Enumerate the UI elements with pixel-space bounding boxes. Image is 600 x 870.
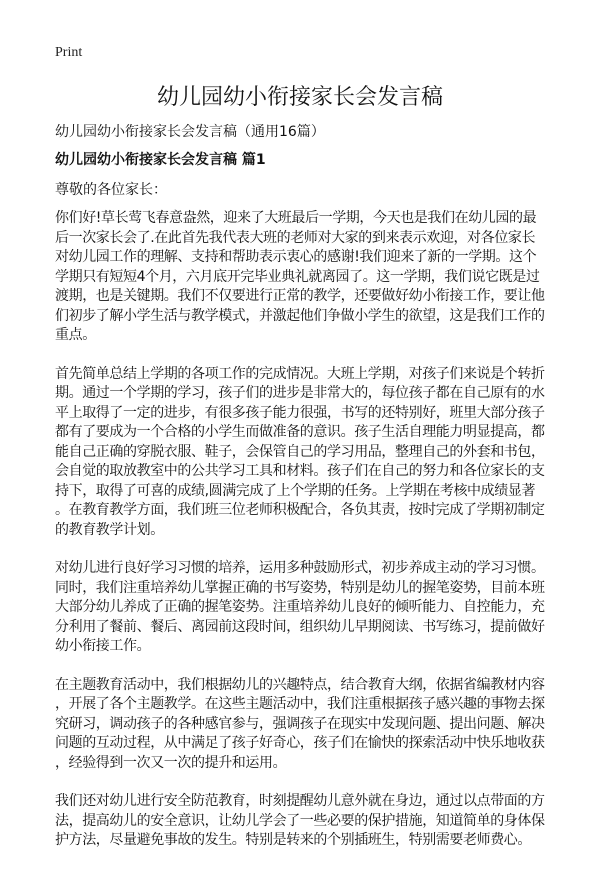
- paragraph-line: 持下，取得了可喜的成绩,圆满完成了上个学期的任务。上学期在考核中成绩显著: [55, 482, 536, 499]
- paragraph: [55, 209, 555, 346]
- paragraph-line: 大部分幼儿养成了正确的握笔姿势。注重培养幼儿良好的倾听能力、自控能力，充: [55, 599, 545, 615]
- paragraph-line: 会自觉的取放教室中的公共学习工具和材料。孩子们在自己的努力和各位家长的支: [55, 463, 545, 479]
- paragraph-line: 同时，我们注重培养幼儿掌握正确的书写姿势，特别是幼儿的握笔姿势，目前本班: [55, 579, 545, 596]
- paragraph-line: 法，提高幼儿的安全意识，让幼儿学会了一些必要的保护措施，知道简单的身体保: [55, 812, 545, 829]
- paragraph-line: 问题的互动过程，从中满足了孩子好奇心，孩子们在愉快的探索活动中快乐地收获: [55, 735, 545, 751]
- paragraph-line: 分利用了餐前、餐后、离园前这段时间，组织幼儿早期阅读、书写练习，提前做好: [55, 618, 545, 635]
- paragraph-line: 。在教育教学方面，我们班三位老师积极配合，各负其责，按时完成了学期初制定: [55, 502, 545, 518]
- paragraph-line: 能自己正确的穿脱衣服、鞋子，会保管自己的学习用品，整理自己的外套和书包，: [55, 443, 545, 460]
- paragraph-line: 的教育教学计划。: [55, 521, 164, 538]
- paragraph-line: 究研习，调动孩子的各种感官参与，强调孩子在现实中发现问题、提出问题、解决: [55, 715, 545, 732]
- paragraph-line: 重点。: [55, 327, 96, 343]
- paragraph-line: 护方法，尽量避免事故的发生。特别是转来的个别插班生，特别需要老师费心。: [55, 832, 531, 848]
- print-link[interactable]: Print: [55, 45, 83, 60]
- paragraph-line: 期。通过一个学期的学习，孩子们的进步是非常大的，每位孩子都在自己原有的水: [55, 385, 545, 401]
- paragraph: [55, 365, 555, 541]
- page-title: 幼儿园幼小衔接家长会发言稿: [156, 85, 443, 110]
- paragraph-line: 平上取得了一定的进步，有很多孩子能力很强，书写的还特别好，班里大部分孩子: [55, 404, 545, 421]
- paragraph-line: 对幼儿园工作的理解、支持和帮助表示衷心的感谢!我们迎来了新的一学期。这个: [55, 249, 537, 265]
- paragraph-line: 在主题教育活动中，我们根据幼儿的兴趣特点，结合教育大纲，依据省编教材内容: [55, 676, 545, 693]
- paragraph-line: ，开展了各个主题教学。在这些主题活动中，我们注重根据孩子感兴趣的事物去探: [55, 696, 545, 712]
- paragraph-line: 渡期，也是关键期。我们不仅要进行正常的教学，还要做好幼小衔接工作，要让他: [55, 288, 545, 304]
- paragraph-line: 幼小衔接工作。: [55, 638, 151, 654]
- paragraph-line: 们初步了解小学生活与教学模式，并激起他们争做小学生的欲望，这是我们工作的: [55, 307, 545, 324]
- paragraph-line: 你们好!草长莺飞春意盎然，迎来了大班最后一学期，今天也是我们在幼儿园的最: [55, 210, 537, 226]
- paragraph: [55, 676, 555, 774]
- paragraph: [55, 792, 555, 851]
- section-heading: 幼儿园幼小衔接家长会发言稿 篇1: [55, 152, 266, 168]
- greeting: 尊敬的各位家长：: [55, 182, 167, 198]
- document-subtitle: 幼儿园幼小衔接家长会发言稿（通用16篇）: [55, 124, 325, 140]
- paragraph-line: ，经验得到一次又一次的提升和运用。: [55, 754, 287, 771]
- paragraph-line: 学期只有短短4个月，六月底开完毕业典礼就离园了。这一学期，我们说它既是过: [55, 268, 540, 285]
- paragraph-line: 后一次家长会了.在此首先我代表大班的老师对大家的到来表示欢迎，对各位家长: [55, 229, 536, 246]
- paragraph-line: 首先简单总结上学期的各项工作的完成情况。大班上学期，对孩子们来说是个转折: [55, 365, 545, 382]
- paragraph-line: 我们还对幼儿进行安全防范教育，时刻提醒幼儿意外就在身边，通过以点带面的方: [55, 793, 545, 809]
- paragraph-line: 都有了要成为一个合格的小学生而做准备的意识。孩子生活自理能力明显提高，都: [55, 424, 545, 440]
- paragraph: [55, 559, 555, 657]
- paragraph-line: 对幼儿进行良好学习习惯的培养，运用多种鼓励形式，初步养成主动的学习习惯。: [55, 560, 545, 576]
- document-body: [55, 209, 555, 870]
